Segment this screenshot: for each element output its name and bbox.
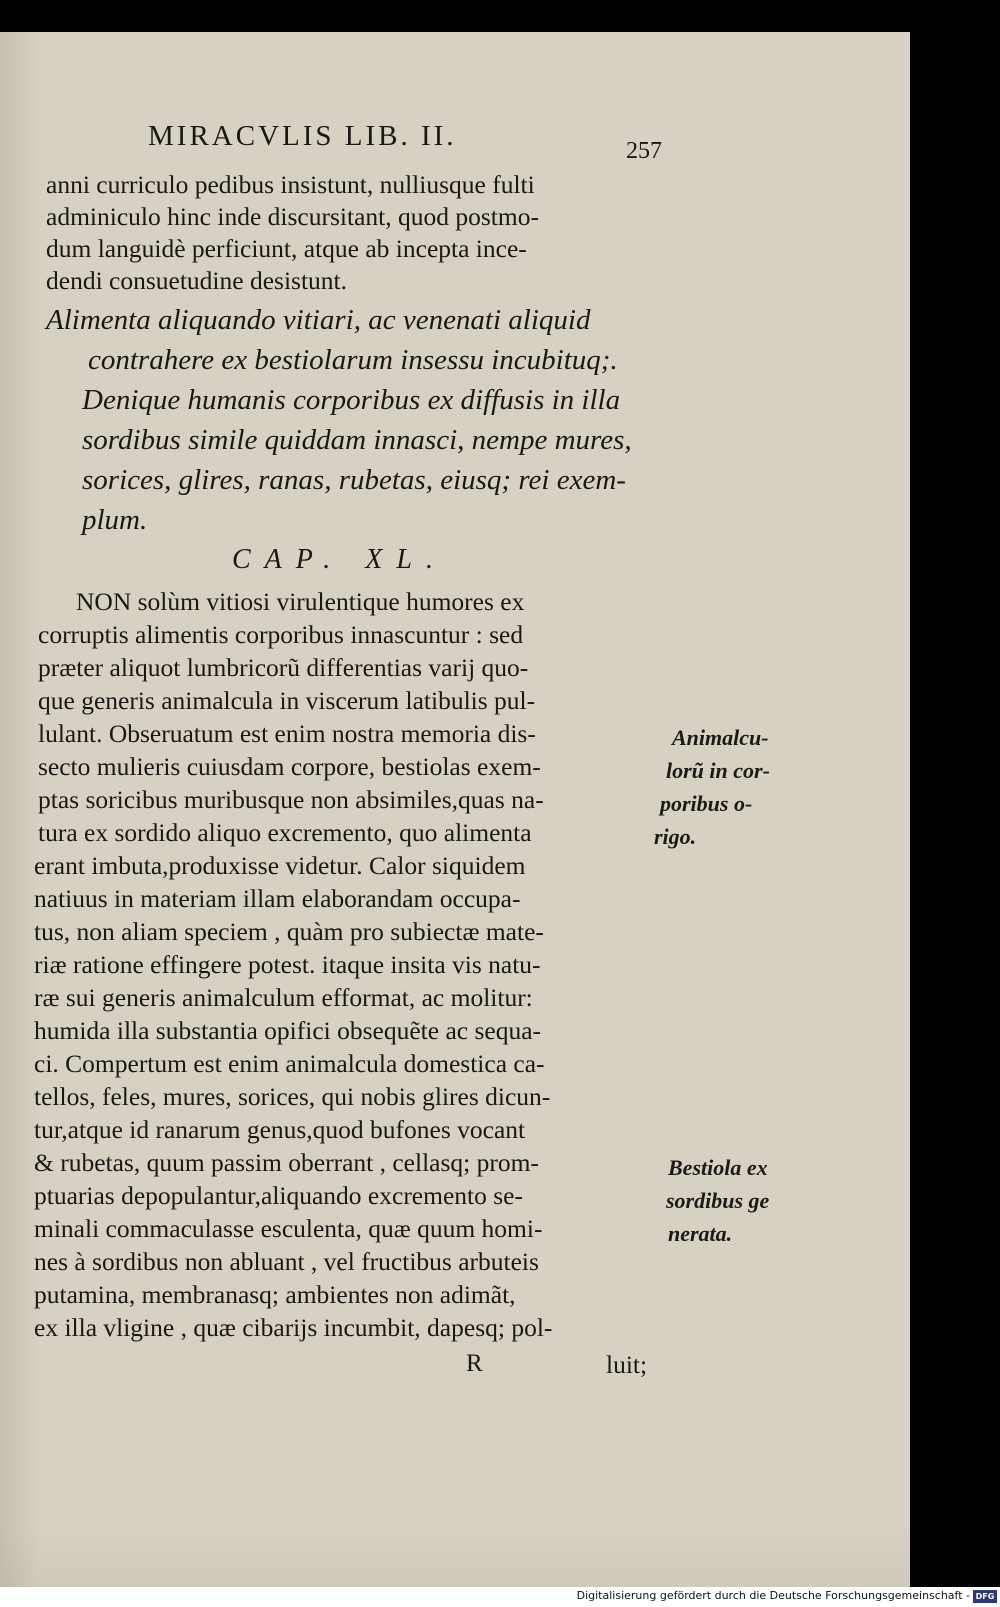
running-head: MIRACVLIS LIB. II. <box>148 120 457 152</box>
text-line: putamina, membranasq; ambientes non adimãt, <box>34 1280 516 1309</box>
margin-note-line: Bestiola ex <box>668 1155 768 1180</box>
summary-line: Alimenta aliquando vitiari, ac venenati aliquid <box>46 304 591 336</box>
text-line: ptas soricibus muribusque non absimiles,quas na- <box>38 785 544 814</box>
signature-mark: R <box>466 1350 483 1377</box>
text-line: natiuus in materiam illam elaborandam occupa- <box>34 884 521 913</box>
text-line: præter aliquot lumbricorũ differentias varij quo- <box>38 653 529 682</box>
text-line: humida illa substantia opifici obsequẽte ac sequa- <box>34 1016 542 1045</box>
margin-note-line: rigo. <box>654 824 697 849</box>
summary-line: plum. <box>82 504 148 536</box>
text-line: tura ex sordido aliquo excremento, quo alimenta <box>38 818 532 847</box>
text-line: secto mulieris cuiusdam corpore, bestiolas exem- <box>38 752 541 781</box>
text-line: tellos, feles, mures, sorices, qui nobis glires dicun- <box>34 1082 551 1111</box>
text-line: que generis animalcula in viscerum latibulis pul- <box>38 686 536 715</box>
margin-note-line: lorũ in cor- <box>666 758 770 783</box>
summary-line: contrahere ex bestiolarum insessu incubituq;. <box>88 344 618 376</box>
text-line: minali commaculasse esculenta, quæ quum homi- <box>34 1214 543 1243</box>
text-line: ræ sui generis animalculum efformat, ac molitur: <box>34 983 533 1012</box>
catchword: luit; <box>606 1350 648 1379</box>
text-line: tur,atque id ranarum genus,quod bufones vocant <box>34 1115 526 1144</box>
text-line: riæ ratione effingere potest. itaque insita vis natu- <box>34 950 541 979</box>
text-line: erant imbuta,produxisse videtur. Calor siquidem <box>34 851 526 880</box>
text-line: dendi consuetudine desistunt. <box>46 266 347 295</box>
text-line: tus, non aliam speciem , quàm pro subiectæ mate- <box>34 917 544 946</box>
footer-credit: Digitalisierung gefördert durch die Deutsche Forschungsgemeinschaft - <box>576 1589 970 1602</box>
text-line: NON solùm vitiosi virulentique humores ex <box>76 587 525 616</box>
page-number: 257 <box>626 138 662 164</box>
chapter-heading: CAP. XL. <box>232 544 447 575</box>
dfg-logo: DFG <box>973 1590 997 1603</box>
summary-line: Denique humanis corporibus ex diffusis in illa <box>82 384 621 416</box>
text-line: ci. Compertum est enim animalcula domestica ca- <box>34 1049 545 1078</box>
margin-note-line: poribus o- <box>660 791 753 816</box>
book-page <box>0 32 910 1587</box>
text-line: dum languidè perficiunt, atque ab incepta ince- <box>46 234 527 263</box>
text-line: lulant. Obseruatum est enim nostra memoria dis- <box>38 719 536 748</box>
margin-note-line: sordibus ge <box>666 1188 770 1213</box>
summary-line: sordibus simile quiddam innasci, nempe mures, <box>82 424 632 456</box>
text-line: anni curriculo pedibus insistunt, nulliusque fulti <box>46 170 535 199</box>
text-line: adminiculo hinc inde discursitant, quod postmo- <box>46 202 539 231</box>
margin-note-line: Animalcu- <box>672 725 769 750</box>
footer-bar <box>0 1587 1000 1607</box>
text-line: ex illa vligine , quæ cibarijs incumbit, dapesq; pol- <box>34 1313 553 1342</box>
summary-line: sorices, glires, ranas, rubetas, eiusq; rei exem- <box>82 464 626 496</box>
text-line: ptuarias depopulantur,aliquando excremento se- <box>34 1181 523 1210</box>
text-line: nes à sordibus non abluant , vel fructibus arbuteis <box>34 1247 539 1276</box>
text-line: & rubetas, quum passim oberrant , cellasq; prom- <box>34 1148 539 1177</box>
margin-note-line: nerata. <box>668 1221 733 1246</box>
text-line: corruptis alimentis corporibus innascuntur : sed <box>38 620 524 649</box>
